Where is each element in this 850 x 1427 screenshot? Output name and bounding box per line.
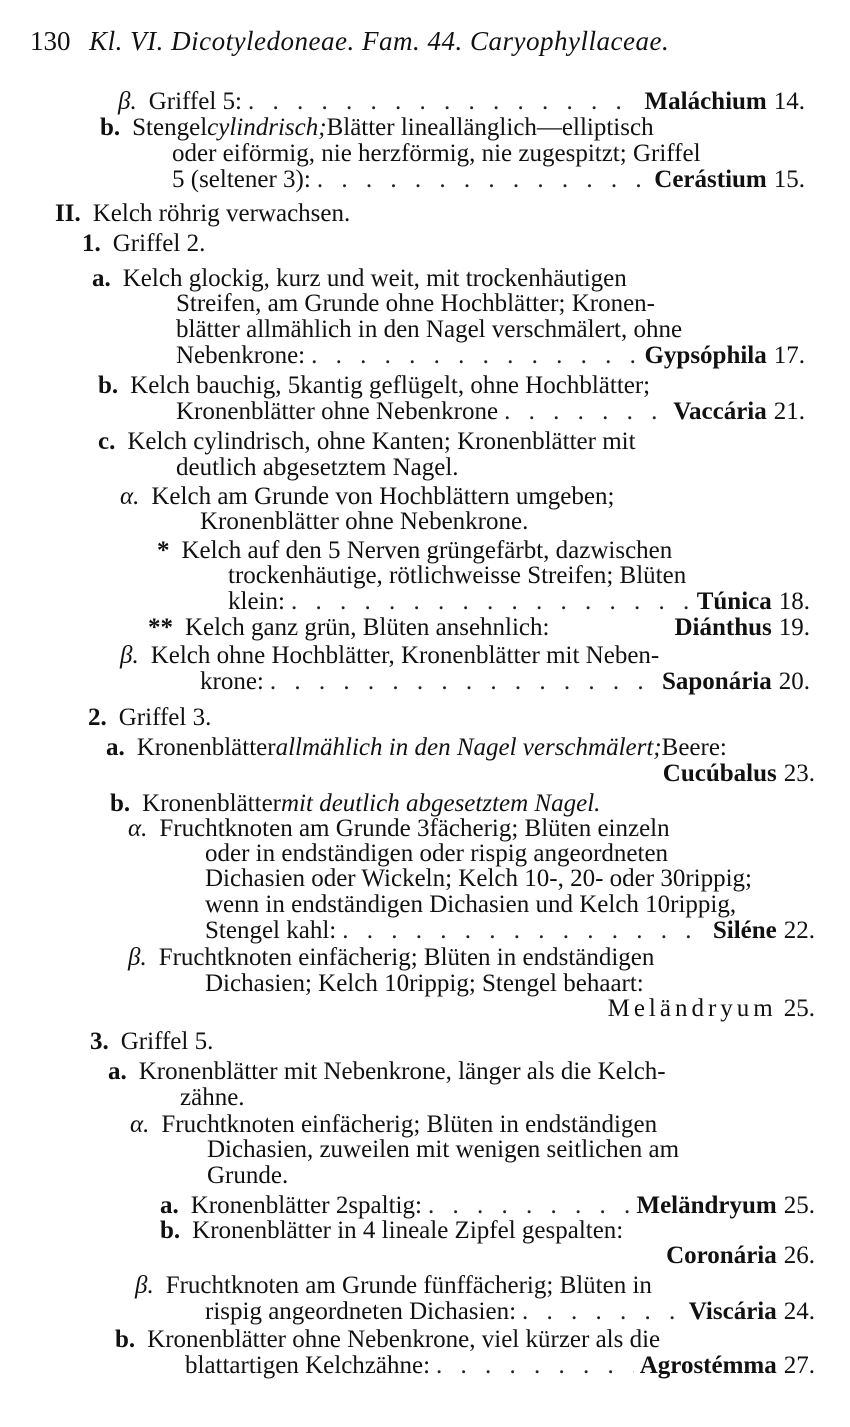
text-line — [98, 428, 805, 455]
text-line — [130, 1111, 815, 1138]
text-line — [228, 588, 810, 615]
genus-number: 19. — [778, 614, 810, 641]
key-marker: α. — [120, 483, 140, 510]
key-marker: a. — [92, 265, 111, 292]
key-text: rispig angeordneten Dichasien: — [205, 1298, 517, 1325]
key-text-italic: cylindrisch; — [207, 114, 327, 141]
leader-dots — [504, 398, 667, 425]
genus-name: Viscária — [688, 1298, 777, 1325]
key-marker: II. — [55, 200, 81, 227]
text-line — [200, 668, 810, 695]
text-line — [176, 398, 805, 425]
key-text: Kelch auf den 5 Nerven grüngefärbt, dazwischen — [181, 537, 673, 564]
key-text: Kronenblätter ohne Nebenkrone, viel kürzer als die — [147, 1326, 661, 1353]
genus-number: 24. — [783, 1298, 815, 1325]
text-line — [98, 372, 805, 399]
key-text: Beere: — [661, 734, 727, 761]
running-header — [30, 26, 669, 57]
text-line — [135, 1272, 815, 1299]
key-text: 5 (seltener 3): — [172, 166, 311, 193]
key-text: Blätter lineallänglich—elliptisch — [326, 114, 654, 141]
text-line — [207, 1136, 815, 1163]
key-marker: β. — [128, 944, 147, 971]
key-text: Dichasien; Kelch 10rippig; Stengel behaart: — [205, 970, 644, 997]
key-marker: a. — [160, 1192, 179, 1219]
key-marker: * — [157, 537, 170, 564]
text-line — [480, 995, 815, 1022]
page-title: Kl. VI. Dicotyledoneae. Fam. 44. Caryophyllaceae. — [89, 26, 670, 56]
text-line — [82, 230, 805, 257]
leader-dots — [428, 1192, 631, 1219]
key-marker: b. — [160, 1217, 181, 1244]
genus-name: Cerástium — [654, 166, 767, 193]
key-text: Fruchtknoten am Grunde 3fächerig; Blüten einzeln — [159, 815, 670, 842]
text-line — [108, 1058, 815, 1085]
genus-number: 26. — [783, 1242, 815, 1269]
key-text: Kelch am Grunde von Hochblättern umgeben; — [151, 483, 615, 510]
text-line — [560, 1242, 815, 1269]
text-line — [128, 815, 815, 842]
genus-name: Saponária — [661, 668, 772, 695]
key-text: trockenhäutige, rötlichweisse Streifen; Blüten — [228, 562, 687, 589]
key-marker: a. — [106, 734, 125, 761]
key-text: Stengel — [132, 114, 208, 141]
genus-number: 25. — [783, 995, 815, 1022]
text-line — [176, 316, 805, 343]
genus-name: Diánthus — [674, 614, 772, 641]
key-text: Fruchtknoten am Grunde fünffächerig; Blüten in — [165, 1272, 652, 1299]
text-line — [205, 865, 815, 892]
key-text: Kronenblätter ohne Nebenkrone. — [200, 508, 529, 535]
key-marker: 3. — [90, 1028, 109, 1055]
key-text: Kelch bauchig, 5kantig geflügelt, ohne Hochblätter; — [130, 372, 651, 399]
key-text: Griffel 5. — [120, 1028, 214, 1055]
text-line — [128, 944, 815, 971]
text-line — [560, 760, 815, 787]
key-marker: b. — [100, 114, 121, 141]
text-line — [88, 704, 805, 731]
key-marker: a. — [108, 1058, 127, 1085]
leader-dots — [342, 917, 707, 944]
key-text: Kelch cylindrisch, ohne Kanten; Kronenblätter mit — [127, 428, 636, 455]
leader-dots — [522, 1298, 683, 1325]
text-line — [228, 562, 810, 589]
genus-name: Túnica — [696, 588, 772, 615]
key-marker: β. — [120, 642, 139, 669]
text-line — [55, 200, 805, 227]
text-line — [172, 140, 805, 167]
key-marker: α. — [130, 1111, 150, 1138]
text-line — [120, 642, 810, 669]
key-text: krone: — [200, 668, 264, 695]
text-line — [160, 1217, 815, 1244]
genus-name: Vaccária — [673, 398, 767, 425]
key-marker: c. — [98, 428, 116, 455]
text-line — [205, 891, 815, 918]
key-text: Griffel 3. — [118, 704, 212, 731]
leader-dots — [291, 588, 691, 615]
key-text: Griffel 2. — [112, 230, 206, 257]
key-marker: b. — [115, 1326, 136, 1353]
text-line — [90, 1028, 815, 1055]
key-text: oder in endständigen oder rispig angeordneten — [205, 840, 669, 867]
text-line — [180, 1084, 815, 1111]
leader-dots — [436, 1352, 634, 1379]
key-text: Kelch röhrig verwachsen. — [92, 200, 351, 227]
genus-number: 17. — [773, 342, 805, 369]
text-line — [118, 88, 805, 115]
page-number: 130 — [30, 26, 71, 56]
leader-dots — [248, 88, 639, 115]
genus-number: 14. — [773, 88, 805, 115]
key-marker: α. — [128, 815, 148, 842]
genus-name: Cucúbalus — [662, 760, 777, 787]
text-line — [176, 454, 805, 481]
key-text: Fruchtknoten einfächerig; Blüten in endständigen — [158, 944, 655, 971]
text-line — [106, 734, 815, 761]
key-text: Kelch ganz grün, Blüten ansehnlich: — [185, 614, 550, 641]
text-line — [120, 483, 805, 510]
key-text: Kelch ohne Hochblätter, Kronenblätter mit Neben- — [150, 642, 660, 669]
key-text: Kronenblätter 2spaltig: — [190, 1192, 422, 1219]
text-line — [157, 537, 810, 564]
key-text: wenn in endständigen Dichasien und Kelch 10rippig, — [205, 891, 737, 918]
genus-number: 23. — [783, 760, 815, 787]
key-text: Griffel 5: — [148, 88, 242, 115]
text-line — [176, 342, 805, 369]
genus-name: Siléne — [712, 917, 777, 944]
genus-name: Meländryum — [607, 995, 777, 1022]
key-text: klein: — [228, 588, 285, 615]
key-marker: b. — [110, 790, 131, 817]
key-text: Kronenblätter in 4 lineale Zipfel gespalten: — [192, 1217, 624, 1244]
genus-name: Meländryum — [636, 1192, 777, 1219]
genus-number: 21. — [773, 398, 805, 425]
genus-name: Maláchium — [644, 88, 767, 115]
genus-name: Agrostémma — [639, 1352, 777, 1379]
text-line — [200, 508, 805, 535]
key-text: Dichasien oder Wickeln; Kelch 10-, 20- oder 30rippig; — [205, 865, 752, 892]
key-text: Nebenkrone: — [176, 342, 306, 369]
genus-number: 27. — [783, 1352, 815, 1379]
key-marker: β. — [135, 1272, 154, 1299]
genus-number: 25. — [783, 1192, 815, 1219]
genus-number: 18. — [778, 588, 810, 615]
key-text: zähne. — [180, 1084, 245, 1111]
key-marker: β. — [118, 88, 137, 115]
genus-name: Gypsóphila — [644, 342, 767, 369]
genus-number: 22. — [783, 917, 815, 944]
key-text: Kronenblätter — [136, 734, 276, 761]
text-line — [205, 970, 815, 997]
leader-dots — [317, 166, 648, 193]
text-line — [92, 265, 805, 292]
text-line — [176, 290, 805, 317]
text-line — [110, 790, 815, 817]
key-text: Kronenblätter ohne Nebenkrone — [176, 398, 499, 425]
key-text: deutlich abgesetztem Nagel. — [176, 454, 459, 481]
key-text: blätter allmählich in den Nagel verschmälert, ohne — [176, 316, 683, 343]
key-text: Stengel kahl: — [205, 917, 337, 944]
key-marker: 2. — [88, 704, 107, 731]
key-text: oder eiförmig, nie herzförmig, nie zugespitzt; Griffel — [172, 140, 701, 167]
key-text-italic: mit deutlich abgesetztem Nagel. — [281, 790, 601, 817]
text-line — [148, 614, 810, 641]
key-text-italic: allmählich in den Nagel verschmälert; — [275, 734, 662, 761]
key-text: Fruchtknoten einfächerig; Blüten in endständigen — [161, 1111, 658, 1138]
text-line — [207, 1162, 815, 1189]
key-text: Grunde. — [207, 1162, 289, 1189]
text-line — [115, 1326, 815, 1353]
key-text: blattartigen Kelchzähne: — [185, 1352, 431, 1379]
text-line — [172, 166, 805, 193]
key-text: Streifen, am Grunde ohne Hochblätter; Kronen- — [176, 290, 656, 317]
leader-dots — [270, 668, 656, 695]
key-marker: 1. — [82, 230, 101, 257]
key-text: Kronenblätter — [142, 790, 281, 817]
text-line — [205, 1298, 815, 1325]
leader-dots — [311, 342, 638, 369]
key-text: Dichasien, zuweilen mit wenigen seitlichen am — [207, 1136, 680, 1163]
text-line — [160, 1192, 815, 1219]
text-line — [205, 917, 815, 944]
key-text: Kronenblätter mit Nebenkrone, länger als die Kelch- — [138, 1058, 666, 1085]
genus-number: 15. — [773, 166, 805, 193]
genus-number: 20. — [778, 668, 810, 695]
text-line — [100, 114, 805, 141]
key-text: Kelch glockig, kurz und weit, mit trockenhäutigen — [122, 265, 627, 292]
key-marker: ** — [148, 614, 173, 641]
key-marker: b. — [98, 372, 119, 399]
text-line — [205, 840, 815, 867]
genus-name: Coronária — [666, 1242, 777, 1269]
text-line — [185, 1352, 815, 1379]
